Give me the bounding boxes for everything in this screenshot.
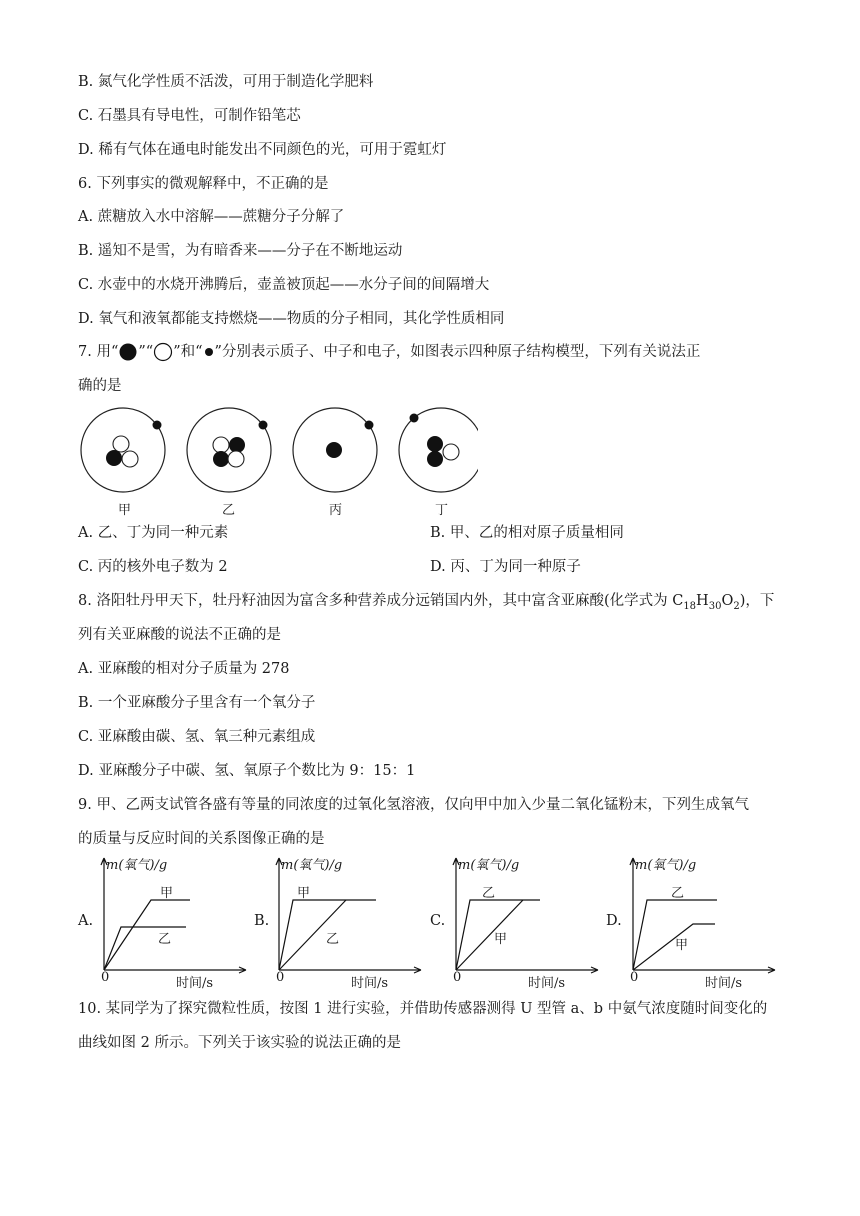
q9-option-a-label: A. (78, 913, 94, 929)
q6-option-b: B. 遥知不是雪，为有暗香来——分子在不断地运动 (78, 243, 403, 259)
q8-stem (78, 591, 774, 617)
graph-c-x-label: 时间/s (528, 976, 566, 991)
q6-stem: 6. 下列事实的微观解释中，不正确的是 (78, 176, 329, 192)
graph-a-top-label: 甲 (160, 886, 174, 901)
q7-option-b: B. 甲、乙的相对原子质量相同 (430, 525, 624, 541)
q6-option-c: C. 水壶中的水烧开沸腾后，壶盖被顶起——水分子间的间隔增大 (78, 277, 490, 293)
graph-d-bottom-label: 甲 (675, 938, 689, 953)
graph-c-origin: 0 (453, 970, 462, 985)
q8-stem-line2: 列有关亚麻酸的说法不正确的是 (78, 627, 281, 643)
q9-graph-b (271, 852, 431, 992)
atom-bing (293, 408, 377, 492)
q7-stem-part1: 7. 用“ (78, 344, 119, 360)
q9-graph-d (625, 852, 785, 992)
q5-option-b: B. 氮气化学性质不活泼，可用于制造化学肥料 (78, 74, 374, 90)
graph-b-origin: 0 (276, 970, 285, 985)
graph-c-top-label: 乙 (482, 886, 496, 901)
atom-label-jia: 甲 (118, 503, 132, 518)
q7-stem-part4: ”分别表示质子、中子和电子，如图表示四种原子结构模型，下列有关说法正 (214, 344, 701, 360)
graph-a-x-label: 时间/s (176, 976, 214, 991)
graph-d-origin: 0 (630, 970, 639, 985)
graph-a-y-label: m(氧气)/g (106, 858, 168, 873)
atom-models-figure (78, 403, 478, 521)
atom-label-ding: 丁 (435, 503, 449, 518)
q9-stem-line2: 的质量与反应时间的关系图像正确的是 (78, 831, 325, 847)
q9-stem-line1: 9. 甲、乙两支试管各盛有等量的同浓度的过氧化氢溶液，仅向甲中加入少量二氧化锰粉末，下列生成氧气 (78, 797, 749, 813)
graph-c-y-label: m(氧气)/g (458, 858, 520, 873)
graph-b-y-label: m(氧气)/g (281, 858, 343, 873)
q7-stem-part3: ”和“ (173, 344, 203, 360)
formula-h: H (696, 593, 709, 609)
q8-stem-part1: 8. 洛阳牡丹甲天下，牡丹籽油因为富含多种营养成分远销国内外，其中富含亚麻酸(化学式为 C (78, 593, 684, 609)
graph-b-bottom-label: 乙 (326, 932, 340, 947)
graph-b-x-label: 时间/s (351, 976, 389, 991)
graph-d-y-label: m(氧气)/g (635, 858, 697, 873)
atom-jia (81, 408, 165, 492)
q10-stem-line2: 曲线如图 2 所示。下列关于该实验的说法正确的是 (78, 1035, 401, 1051)
q10-stem-line1: 10. 某同学为了探究微粒性质，按图 1 进行实验，并借助传感器测得 U 型管 a、b 中氨气浓度随时间变化的 (78, 1001, 768, 1017)
graph-d-x-label: 时间/s (705, 976, 743, 991)
q9-option-b-label: B. (254, 913, 270, 929)
formula-sub-h: 30 (708, 600, 722, 612)
atom-label-bing: 丙 (329, 503, 343, 518)
atom-ding (399, 408, 478, 492)
graph-a-bottom-label: 乙 (158, 932, 172, 947)
electron-icon (203, 342, 215, 362)
formula-sub-o: 2 (733, 600, 740, 612)
q8-option-d: D. 亚麻酸分子中碳、氢、氧原子个数比为 9：15：1 (78, 763, 416, 779)
q5-option-d: D. 稀有气体在通电时能发出不同颜色的光，可用于霓虹灯 (78, 142, 447, 158)
q9-graph-a (96, 852, 256, 992)
q9-option-c-label: C. (430, 913, 446, 929)
neutron-icon (153, 342, 173, 362)
q9-graph-c (448, 852, 608, 992)
q6-option-d: D. 氧气和液氧都能支持燃烧——物质的分子相同，其化学性质相同 (78, 311, 505, 327)
q8-stem-part2: )，下 (739, 593, 775, 609)
q7-stem (78, 342, 700, 362)
q8-option-a: A. 亚麻酸的相对分子质量为 278 (78, 661, 290, 677)
q9-option-d-label: D. (606, 913, 622, 929)
graph-d-top-label: 乙 (671, 886, 685, 901)
q5-option-c: C. 石墨具有导电性，可制作铅笔芯 (78, 108, 301, 124)
graph-c-bottom-label: 甲 (494, 932, 508, 947)
atom-models-diagram (78, 403, 478, 498)
q7-option-a: A. 乙、丁为同一种元素 (78, 525, 229, 541)
formula-o: O (721, 593, 734, 609)
q7-option-d: D. 丙、丁为同一种原子 (430, 559, 581, 575)
atom-label-yi: 乙 (222, 503, 236, 518)
q8-option-c: C. 亚麻酸由碳、氢、氧三种元素组成 (78, 729, 316, 745)
q7-stem-part2: ”“ (138, 344, 154, 360)
q7-stem-line2: 确的是 (78, 378, 122, 394)
graph-a-origin: 0 (101, 970, 110, 985)
proton-icon (118, 342, 138, 362)
formula-sub-c: 18 (683, 600, 697, 612)
graph-b-top-label: 甲 (297, 886, 311, 901)
q6-option-a: A. 蔗糖放入水中溶解——蔗糖分子分解了 (78, 209, 345, 225)
atom-yi (187, 408, 271, 492)
q7-option-c: C. 丙的核外电子数为 2 (78, 559, 228, 575)
q8-option-b: B. 一个亚麻酸分子里含有一个氧分子 (78, 695, 316, 711)
